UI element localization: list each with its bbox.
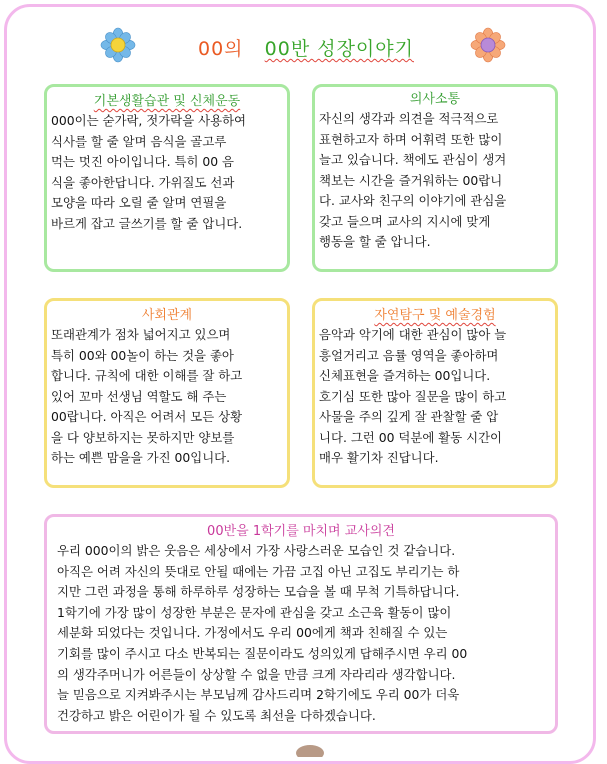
section-body	[47, 541, 555, 726]
section-title	[315, 307, 555, 325]
body-line: 행동을 할 줄 압니다.	[319, 234, 431, 249]
body-line: 사물을 주의 깊게 잘 관찰할 줄 압	[319, 409, 499, 424]
section-body	[315, 325, 555, 469]
body-line: 음악과 악기에 대한 관심이 많아 늘	[319, 327, 507, 342]
body-line: 우리 000이의 밝은 웃음은 세상에서 가장 사랑스러운 모습인 것 같습니다.	[57, 543, 456, 558]
section-title-text: 00반을 1학기를 마치며 교사의견	[207, 524, 395, 539]
section-social	[44, 298, 290, 488]
body-line: 매우 활기차 진답니다.	[319, 450, 439, 465]
body-line: 기회를 많이 주시고 다소 반복되는 질문이라도 성의있게 답해주시면 우리 00	[57, 645, 468, 661]
body-line: 늘 믿음으로 지켜봐주시는 부모님께 감사드리며 2학기에도 우리 00가 더욱	[57, 687, 460, 703]
body-line: 지만 그런 과정을 통해 하루하루 성장하는 모습을 볼 때 무척 기특하답니다.	[57, 584, 460, 600]
body-line: 하는 예쁜 맘을을 가진 00입니다.	[51, 450, 231, 465]
title-class-name: 00의	[198, 38, 244, 60]
body-line: 건강하고 밝은 어린이가 될 수 있도록 최선을 다하겠습니다.	[57, 707, 376, 723]
section-title-text: 기본생활습관 및 신체운동	[93, 94, 241, 109]
decorative-graphic	[290, 737, 330, 757]
body-line: 모양을 따라 오릴 줄 알며 연필을	[51, 195, 227, 210]
body-line: 1학기에 가장 많이 성장한 부분은 문자에 관심을 갖고 소근육 활동이 많이	[57, 604, 452, 620]
section-body	[47, 111, 287, 234]
body-line: 00랍니다. 아직은 어려서 모든 상황	[51, 409, 243, 424]
section-title	[47, 523, 555, 541]
body-line: 신체표현을 즐겨하는 00입니다.	[319, 368, 491, 383]
section-title	[47, 93, 287, 111]
body-line: 다. 교사와 친구의 이야기에 관심을	[319, 193, 507, 208]
body-line: 식사를 할 줄 알며 음식을 골고루	[51, 133, 227, 149]
body-line: 표현하고자 하며 어휘력 또한 많이	[319, 131, 503, 147]
body-line: 의 생각주머니가 어른들이 상상할 수 없을 만큼 크게 자라리라 생각합니다.	[57, 666, 456, 682]
page-title	[120, 34, 492, 61]
body-line: 갖고 들으며 교사의 지시에 맞게	[319, 213, 491, 229]
body-line: 니다. 그런 00 덕분에 활동 시간이	[319, 429, 503, 445]
section-teacher-opinion	[44, 514, 558, 734]
section-title-text: 자연탐구 및 예술경험	[374, 308, 496, 323]
body-line: 먹는 멋진 아이입니다. 특히 00 음	[51, 154, 235, 169]
body-line: 세분화 되었다는 것입니다. 가정에서도 우리 00에게 책과 친해질 수 있는	[57, 625, 448, 641]
body-line: 있어 꼬마 선생님 역할도 해 주는	[51, 388, 227, 404]
section-title	[315, 91, 555, 109]
body-line: 합니다. 규칙에 대한 이해를 잘 하고	[51, 368, 243, 383]
body-line: 자신의 생각과 의견을 적극적으로	[319, 111, 499, 126]
body-line: 호기심 또한 많아 질문을 많이 하고	[319, 388, 507, 404]
section-nature-art	[312, 298, 558, 488]
body-line: 을 다 양보하지는 못하지만 양보를	[51, 429, 235, 445]
body-line: 흥얼거리고 음률 영역을 좋아하며	[319, 347, 499, 363]
section-basic-habits	[44, 84, 290, 272]
section-body	[47, 325, 287, 469]
title-story: 00반 성장이야기	[264, 38, 414, 60]
body-line: 책보는 시간을 즐거워하는 00랍니	[319, 172, 503, 188]
section-title	[47, 307, 287, 325]
section-title-text: 사회관계	[141, 308, 193, 323]
section-body	[315, 109, 555, 253]
body-line: 000이는 숟가락, 젓가락을 사용하여	[51, 113, 247, 128]
body-line: 늘고 있습니다. 책에도 관심이 생겨	[319, 152, 507, 167]
body-line: 바르게 잡고 글쓰기를 할 줄 압니다.	[51, 215, 243, 231]
body-line: 식을 좋아한답니다. 가위질도 선과	[51, 174, 235, 190]
body-line: 또래관계가 점차 넓어지고 있으며	[51, 327, 231, 342]
body-line: 아직은 어려 자신의 뜻대로 안될 때에는 가끔 고집 아닌 고집도 부리기는 하	[57, 563, 460, 579]
section-title-text: 의사소통	[409, 92, 461, 107]
body-line: 특히 00와 00놀이 하는 것을 좋아	[51, 347, 234, 363]
section-communication	[312, 84, 558, 272]
